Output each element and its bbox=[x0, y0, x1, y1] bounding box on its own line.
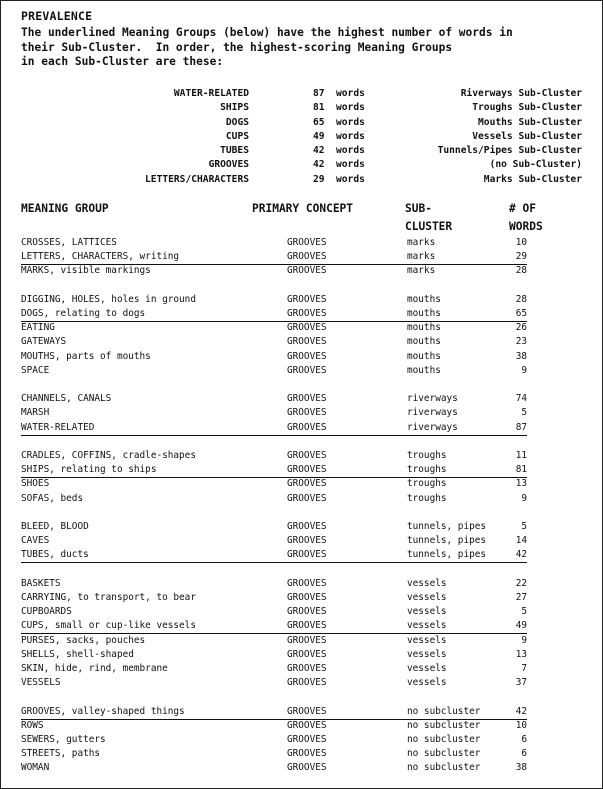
primary-concept-cell: GROOVES bbox=[287, 606, 327, 618]
word-count-cell: 87 bbox=[515, 421, 527, 433]
word-count-cell: 42 bbox=[515, 705, 527, 717]
header-sub-cluster: SUB- CLUSTER bbox=[405, 202, 453, 233]
meaning-group-cell: CUPS, small or cup-like vessels bbox=[21, 620, 196, 632]
word-count-cell: 65 bbox=[515, 308, 527, 319]
word-count-cell: 13 bbox=[515, 648, 527, 660]
sub-cluster-cell: vessels bbox=[407, 663, 447, 674]
primary-concept-cell: GROOVES bbox=[287, 350, 327, 362]
primary-concept-cell: GROOVES bbox=[287, 421, 327, 433]
sub-cluster-cell: no subcluster bbox=[407, 719, 481, 731]
primary-concept-cell: GROOVES bbox=[287, 265, 327, 277]
summary-unit-column: words words words words words words words bbox=[336, 88, 365, 185]
meaning-group-cell: MARKS, visible markings bbox=[21, 265, 151, 277]
table-row bbox=[21, 321, 527, 335]
word-count-cell: 23 bbox=[515, 336, 527, 348]
word-count-cell: 5 bbox=[521, 407, 527, 419]
intro-line: The underlined Meaning Groups (below) have the highest number of words in bbox=[21, 26, 513, 39]
sub-cluster-cell: mouths bbox=[407, 293, 441, 305]
primary-concept-cell: GROOVES bbox=[287, 521, 327, 532]
word-count-cell: 29 bbox=[515, 251, 527, 263]
sub-cluster-cell: mouths bbox=[407, 336, 441, 348]
primary-concept-cell: GROOVES bbox=[287, 549, 327, 561]
word-count-cell: 13 bbox=[515, 478, 527, 490]
table-row bbox=[21, 761, 527, 775]
table-row bbox=[21, 236, 527, 250]
table-row bbox=[21, 250, 527, 265]
sub-cluster-cell: tunnels, pipes bbox=[407, 535, 487, 547]
meaning-group-cell: VESSELS bbox=[21, 677, 61, 689]
meaning-group-cell: DOGS, relating to dogs bbox=[21, 308, 146, 319]
table-row bbox=[21, 548, 527, 563]
word-count-cell: 22 bbox=[515, 577, 527, 589]
table-row bbox=[21, 421, 527, 436]
meaning-group-cell: CRADLES, COFFINS, cradle-shapes bbox=[21, 450, 196, 461]
sub-cluster-cell: mouths bbox=[407, 350, 441, 362]
table-row bbox=[21, 449, 527, 463]
primary-concept-cell: GROOVES bbox=[287, 478, 327, 490]
sub-cluster-cell: troughs bbox=[407, 492, 447, 504]
table-row bbox=[21, 705, 527, 720]
sub-cluster-cell: mouths bbox=[407, 364, 441, 376]
sub-cluster-cell: troughs bbox=[407, 478, 447, 490]
intro-paragraph bbox=[21, 26, 513, 70]
primary-concept-cell: GROOVES bbox=[287, 677, 327, 689]
primary-concept-cell: GROOVES bbox=[287, 251, 327, 263]
word-count-cell: 9 bbox=[521, 634, 527, 646]
word-count-cell: 5 bbox=[521, 606, 527, 618]
table-row bbox=[21, 733, 527, 747]
meaning-group-cell: LETTERS, CHARACTERS, writing bbox=[21, 251, 180, 263]
primary-concept-cell: GROOVES bbox=[287, 719, 327, 731]
sub-cluster-cell: vessels bbox=[407, 606, 447, 618]
table-row bbox=[21, 719, 527, 733]
summary-group-column: WATER-RELATED SHIPS DOGS CUPS TUBES GROOVES LETTERS/CHARACTERS bbox=[145, 88, 249, 185]
word-count-cell: 6 bbox=[521, 748, 527, 760]
sub-cluster-cell: no subcluster bbox=[407, 762, 481, 774]
primary-concept-cell: GROOVES bbox=[287, 535, 327, 547]
meaning-group-cell: BLEED, BLOOD bbox=[21, 521, 89, 532]
meaning-group-cell: SHELLS, shell-shaped bbox=[21, 648, 134, 660]
word-count-cell: 27 bbox=[515, 592, 527, 603]
meaning-group-cell: PURSES, sacks, pouches bbox=[21, 634, 146, 646]
word-count-cell: 5 bbox=[521, 521, 527, 532]
table-row bbox=[21, 534, 527, 548]
intro-line: in each Sub-Cluster are these: bbox=[21, 55, 224, 68]
primary-concept-cell: GROOVES bbox=[287, 293, 327, 305]
word-count-cell: 26 bbox=[515, 322, 527, 334]
sub-cluster-cell: no subcluster bbox=[407, 748, 481, 760]
word-count-cell: 42 bbox=[515, 549, 527, 561]
sub-cluster-cell: vessels bbox=[407, 620, 447, 632]
word-count-cell: 10 bbox=[515, 237, 527, 248]
meaning-group-cell: SOFAS, beds bbox=[21, 492, 84, 504]
word-count-cell: 74 bbox=[515, 393, 527, 405]
word-count-cell: 9 bbox=[521, 492, 527, 504]
primary-concept-cell: GROOVES bbox=[287, 393, 327, 405]
meaning-group-cell: SPACE bbox=[21, 364, 50, 376]
table-row bbox=[21, 520, 527, 534]
table-row bbox=[21, 264, 527, 278]
sub-cluster-cell: riverways bbox=[407, 421, 458, 433]
meaning-group-cell: EATING bbox=[21, 322, 55, 334]
word-count-cell: 10 bbox=[515, 719, 527, 731]
summary-subcluster-column: Riverways Sub-Cluster Troughs Sub-Cluster Mouths Sub-Cluster Vessels Sub-Cluster Tunnels/Pipes Sub-Cluster (no Sub-Cluster) Marks Sub-Cluster bbox=[437, 88, 582, 185]
sub-cluster-cell: mouths bbox=[407, 308, 441, 319]
sub-cluster-cell: vessels bbox=[407, 648, 447, 660]
table-row bbox=[21, 492, 527, 506]
table-row bbox=[21, 577, 527, 591]
meaning-group-cell: SHIPS, relating to ships bbox=[21, 464, 157, 476]
table-row bbox=[21, 605, 527, 619]
header-primary-concept: PRIMARY CONCEPT bbox=[252, 202, 354, 215]
meaning-group-cell: TUBES, ducts bbox=[21, 549, 89, 561]
primary-concept-cell: GROOVES bbox=[287, 705, 327, 717]
sub-cluster-cell: vessels bbox=[407, 592, 447, 603]
table-row bbox=[21, 350, 527, 364]
primary-concept-cell: GROOVES bbox=[287, 464, 327, 476]
meaning-group-cell: WATER-RELATED bbox=[21, 421, 95, 433]
primary-concept-cell: GROOVES bbox=[287, 663, 327, 674]
table-row bbox=[21, 335, 527, 349]
sub-cluster-cell: marks bbox=[407, 265, 436, 277]
meaning-group-cell: CHANNELS, CANALS bbox=[21, 393, 112, 405]
word-count-cell: 28 bbox=[515, 265, 527, 277]
meaning-group-cell: SHOES bbox=[21, 478, 50, 490]
word-count-cell: 9 bbox=[521, 364, 527, 376]
primary-concept-cell: GROOVES bbox=[287, 734, 327, 745]
table-row bbox=[21, 747, 527, 761]
meaning-group-cell: GROOVES, valley-shaped things bbox=[21, 705, 185, 717]
meaning-group-cell: CARRYING, to transport, to bear bbox=[21, 592, 196, 603]
meaning-group-cell: GATEWAYS bbox=[21, 336, 67, 348]
table-row bbox=[21, 463, 527, 478]
sub-cluster-cell: vessels bbox=[407, 677, 447, 689]
sub-cluster-cell: troughs bbox=[407, 450, 447, 461]
intro-line: their Sub-Cluster. In order, the highest-scoring Meaning Groups bbox=[21, 40, 453, 54]
sub-cluster-cell: mouths bbox=[407, 322, 441, 334]
sub-cluster-cell: tunnels, pipes bbox=[407, 521, 487, 532]
table-row bbox=[21, 591, 527, 605]
word-count-cell: 81 bbox=[515, 464, 527, 476]
word-count-cell: 14 bbox=[515, 535, 527, 547]
header-meaning-group: MEANING GROUP bbox=[21, 202, 109, 215]
meaning-group-cell: MARSH bbox=[21, 407, 50, 419]
meaning-group-cell: SEWERS, gutters bbox=[21, 734, 106, 745]
primary-concept-cell: GROOVES bbox=[287, 407, 327, 419]
summary-count-column: 87 81 65 49 42 42 29 bbox=[313, 88, 325, 185]
table-row bbox=[21, 634, 527, 648]
meaning-group-cell: CROSSES, LATTICES bbox=[21, 237, 117, 248]
meaning-group-cell: WOMAN bbox=[21, 762, 50, 774]
table-row bbox=[21, 477, 527, 491]
meaning-group-cell: CAVES bbox=[21, 535, 50, 547]
header-word-count: # OF WORDS bbox=[509, 202, 543, 233]
primary-concept-cell: GROOVES bbox=[287, 322, 327, 334]
table-row bbox=[21, 662, 527, 676]
meaning-group-cell: CUPBOARDS bbox=[21, 606, 72, 618]
primary-concept-cell: GROOVES bbox=[287, 308, 327, 319]
word-count-cell: 38 bbox=[515, 350, 527, 362]
table-row bbox=[21, 392, 527, 406]
word-count-cell: 6 bbox=[521, 734, 527, 745]
primary-concept-cell: GROOVES bbox=[287, 237, 327, 248]
meaning-group-cell: DIGGING, HOLES, holes in ground bbox=[21, 293, 196, 305]
word-count-cell: 28 bbox=[515, 293, 527, 305]
table-row bbox=[21, 307, 527, 322]
primary-concept-cell: GROOVES bbox=[287, 450, 327, 461]
sub-cluster-cell: riverways bbox=[407, 393, 458, 405]
page-title: PREVALENCE bbox=[21, 9, 93, 23]
meaning-group-cell: SKIN, hide, rind, membrane bbox=[21, 663, 168, 674]
sub-cluster-cell: no subcluster bbox=[407, 734, 481, 745]
primary-concept-cell: GROOVES bbox=[287, 336, 327, 348]
primary-concept-cell: GROOVES bbox=[287, 577, 327, 589]
word-count-cell: 11 bbox=[515, 450, 527, 461]
sub-cluster-cell: no subcluster bbox=[407, 705, 481, 717]
sub-cluster-cell: marks bbox=[407, 251, 436, 263]
table-row bbox=[21, 648, 527, 662]
meaning-group-cell: ROWS bbox=[21, 719, 44, 731]
primary-concept-cell: GROOVES bbox=[287, 492, 327, 504]
table-row bbox=[21, 293, 527, 307]
meaning-group-cell: MOUTHS, parts of mouths bbox=[21, 350, 151, 362]
word-count-cell: 38 bbox=[515, 762, 527, 774]
primary-concept-cell: GROOVES bbox=[287, 634, 327, 646]
table-row bbox=[21, 364, 527, 378]
table-row bbox=[21, 619, 527, 634]
word-count-cell: 49 bbox=[515, 620, 527, 632]
sub-cluster-cell: tunnels, pipes bbox=[407, 549, 487, 561]
table-row bbox=[21, 676, 527, 690]
sub-cluster-cell: vessels bbox=[407, 577, 447, 589]
word-count-cell: 7 bbox=[521, 663, 527, 674]
meaning-group-cell: STREETS, paths bbox=[21, 748, 101, 760]
primary-concept-cell: GROOVES bbox=[287, 762, 327, 774]
sub-cluster-cell: riverways bbox=[407, 407, 458, 419]
sub-cluster-cell: vessels bbox=[407, 634, 447, 646]
primary-concept-cell: GROOVES bbox=[287, 748, 327, 760]
meaning-group-cell: BASKETS bbox=[21, 577, 61, 589]
primary-concept-cell: GROOVES bbox=[287, 648, 327, 660]
table-row bbox=[21, 406, 527, 420]
primary-concept-cell: GROOVES bbox=[287, 592, 327, 603]
word-count-cell: 37 bbox=[515, 677, 527, 689]
primary-concept-cell: GROOVES bbox=[287, 364, 327, 376]
primary-concept-cell: GROOVES bbox=[287, 620, 327, 632]
sub-cluster-cell: marks bbox=[407, 237, 436, 248]
sub-cluster-cell: troughs bbox=[407, 464, 447, 476]
